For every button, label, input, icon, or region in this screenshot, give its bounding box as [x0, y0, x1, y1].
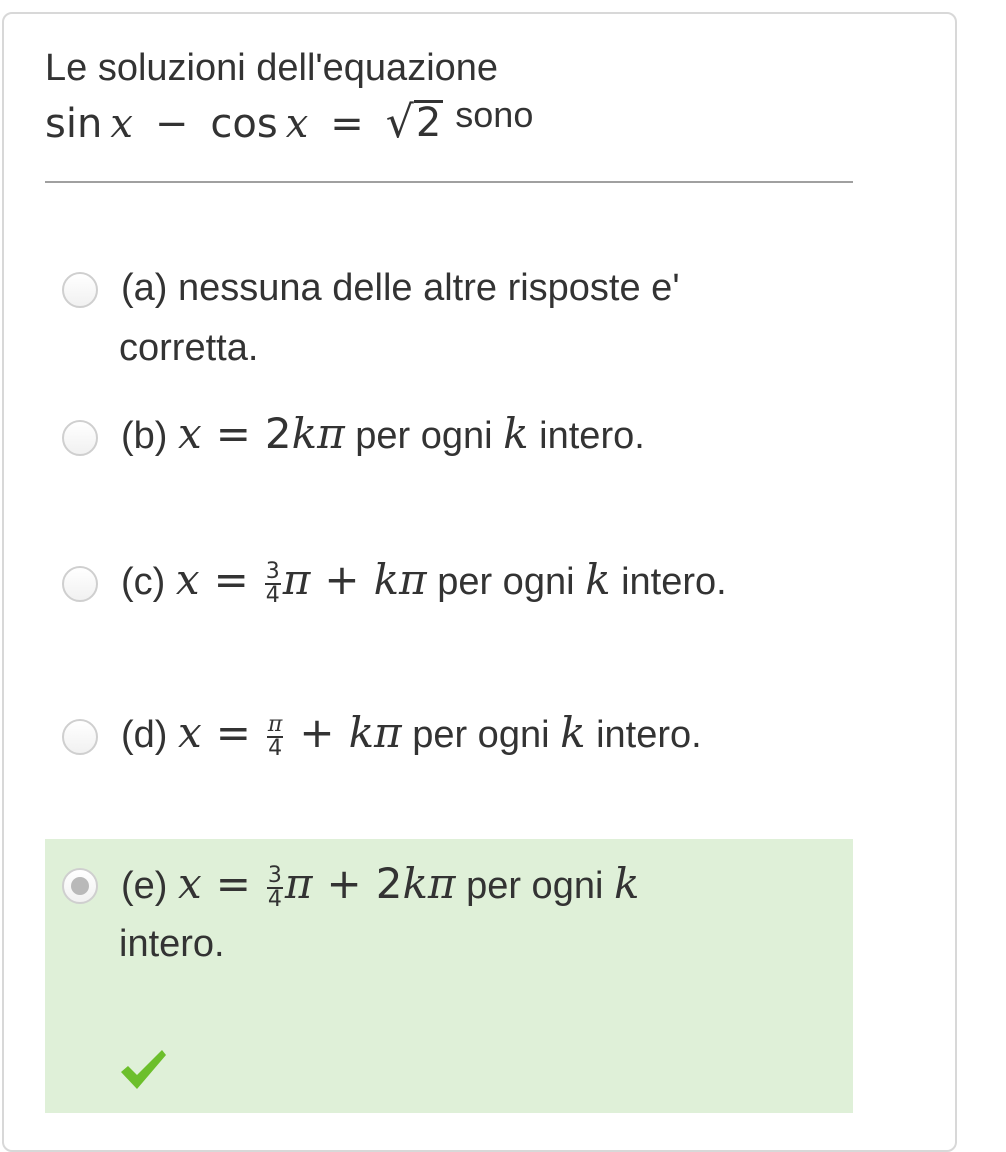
- option-b-text: per ogni: [355, 415, 493, 457]
- eq-equals: =: [330, 101, 364, 147]
- option-d-label: (d): [121, 714, 168, 756]
- option-e[interactable]: (e) x = $\frac{3}{4}$ π + 2kπ per ogni k intero.: [45, 854, 853, 974]
- option-d-text: per ogni: [412, 714, 550, 756]
- option-c-end: intero.: [621, 561, 727, 603]
- eq-x2: x: [285, 101, 309, 147]
- radio-option-c[interactable]: [62, 566, 98, 602]
- option-a-text-cont: corretta.: [119, 327, 259, 369]
- radio-option-e[interactable]: [62, 868, 98, 904]
- option-e-text: per ogni: [466, 865, 604, 907]
- option-e-fraction: $\frac{3}{4}$: [267, 862, 282, 912]
- radio-option-d[interactable]: [62, 719, 98, 755]
- option-e-label: (e): [121, 865, 168, 907]
- eq-cos: cos: [210, 101, 278, 147]
- option-c-k: k: [585, 555, 611, 604]
- question-intro: Le soluzioni dell'equazione: [45, 47, 499, 89]
- option-c-fraction: $\frac{3}{4}$: [265, 558, 280, 608]
- eq-minus: −: [154, 101, 189, 147]
- eq-radicand: 2: [415, 100, 442, 146]
- option-b[interactable]: (b) x = 2kπ per ogni k intero.: [45, 404, 853, 470]
- option-d-k: k: [560, 708, 586, 757]
- option-a-label: (a): [121, 267, 168, 309]
- option-a[interactable]: [45, 258, 853, 378]
- option-b-label: (b): [121, 415, 168, 457]
- option-b-end: intero.: [539, 415, 645, 457]
- eq-sin: sin: [45, 101, 103, 147]
- option-c-text: per ogni: [437, 561, 575, 603]
- option-c[interactable]: (c) x = $\frac{3}{4}$ π + kπ per ogni k intero.: [45, 550, 853, 616]
- radio-option-a[interactable]: [62, 272, 98, 308]
- option-d-end: intero.: [596, 714, 702, 756]
- question-separator: [45, 181, 853, 183]
- option-e-k: k: [613, 859, 640, 908]
- question-text: [45, 44, 853, 149]
- checkmark-icon: [118, 1044, 168, 1094]
- option-c-label: (c): [121, 561, 166, 603]
- option-e-end: intero.: [119, 923, 225, 965]
- radio-option-b[interactable]: [62, 420, 98, 456]
- option-b-k: k: [503, 409, 529, 458]
- eq-sqrt: √ 2: [385, 97, 442, 148]
- eq-x1: x: [110, 101, 133, 147]
- option-a-text: nessuna delle altre risposte e': [178, 267, 680, 309]
- question-suffix: sono: [455, 94, 534, 135]
- question-equation: [45, 94, 853, 149]
- option-d[interactable]: (d) x = $\frac{\pi}{4}$ + kπ per ogni k intero.: [45, 703, 853, 769]
- option-d-fraction: $\frac{\pi}{4}$: [267, 711, 283, 761]
